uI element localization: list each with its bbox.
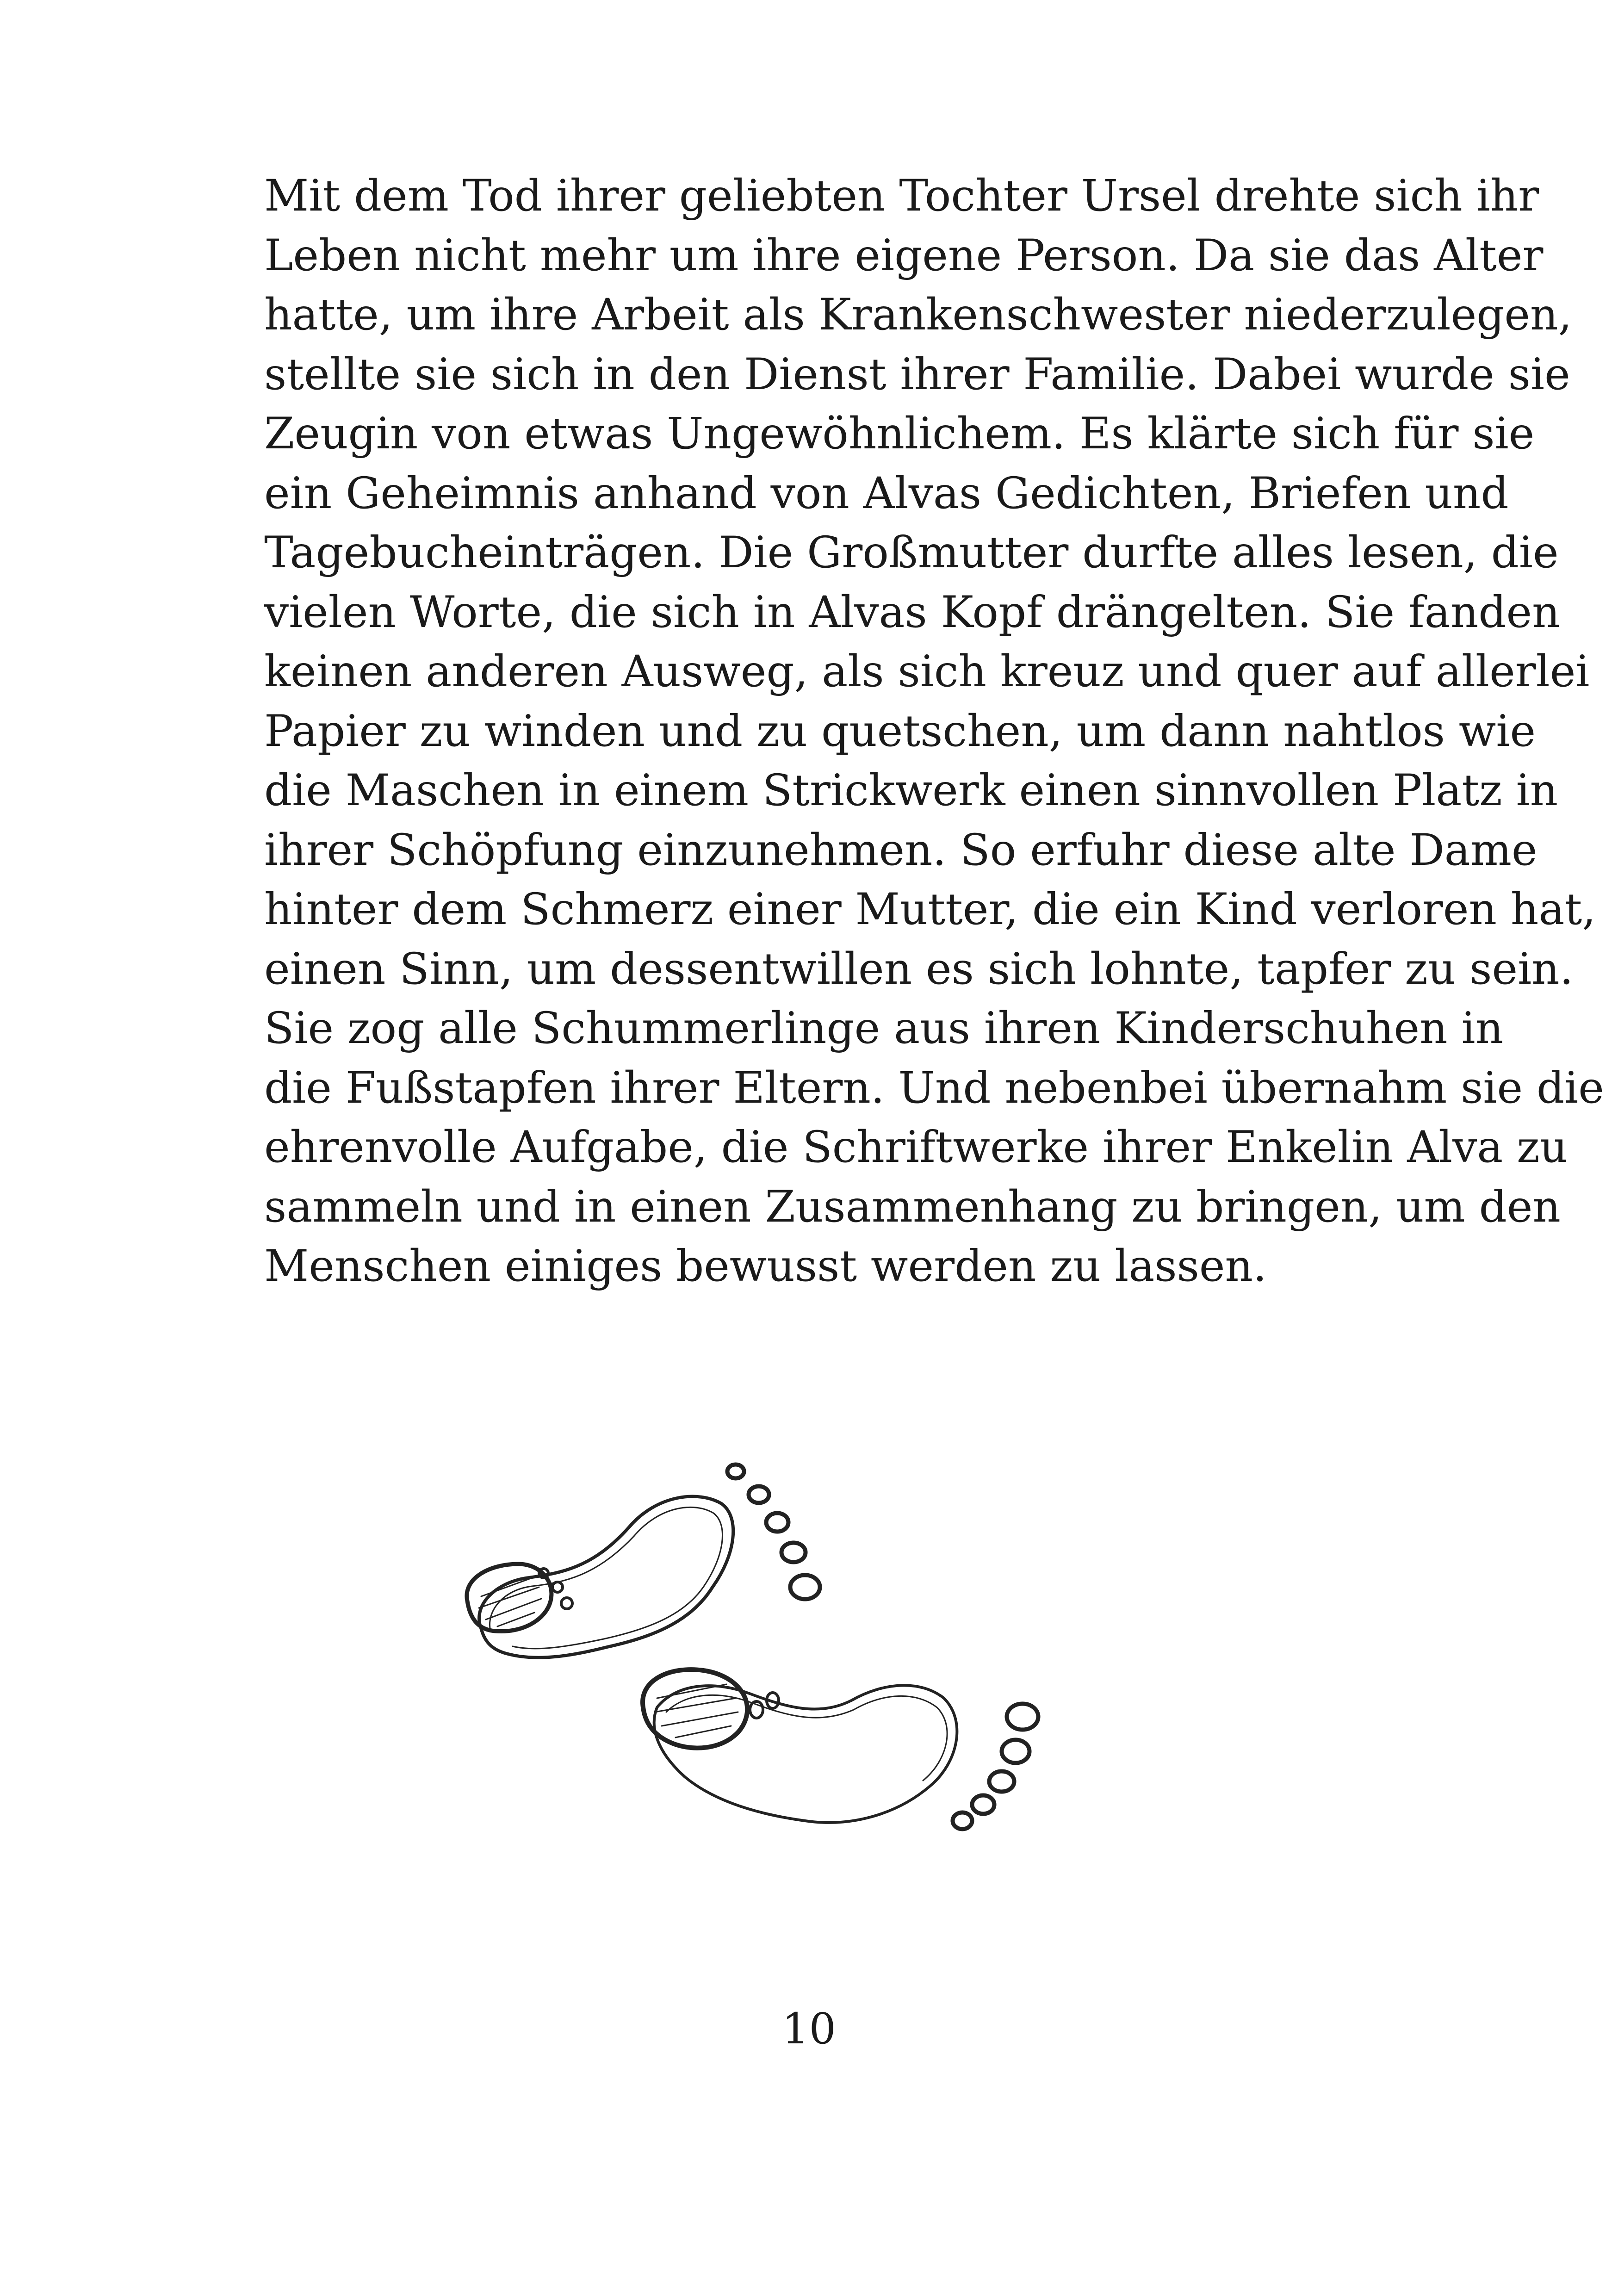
text-line: Papier zu winden und zu quetschen, um dann nahtlos wie: [264, 706, 1536, 757]
paragraph-2: [220, 999, 1604, 1297]
footprints-illustration: [453, 1448, 1092, 1953]
text-line: Tagebucheinträgen. Die Großmutter durfte alles lesen, die: [264, 527, 1559, 578]
text-line: Sie zog alle Schummerlinge aus ihren Kinderschuhen in: [264, 1003, 1504, 1054]
text-line: Zeugin von etwas Ungewöhnlichem. Es klärte sich für sie: [264, 409, 1535, 459]
text-line: einen Sinn, um dessentwillen es sich lohnte, tapfer zu sein.: [264, 943, 1574, 994]
text-line: Menschen einiges bewusst werden zu lassen.: [264, 1241, 1267, 1291]
text-line: hatte, um ihre Arbeit als Krankenschwester niederzulegen,: [264, 290, 1572, 340]
text-line: vielen Worte, die sich in Alvas Kopf drängelten. Sie fanden: [264, 587, 1560, 638]
footprint-lower: [643, 1669, 1038, 1829]
text-line: stellte sie sich in den Dienst ihrer Familie. Dabei wurde sie: [264, 349, 1570, 400]
text-line: keinen anderen Ausweg, als sich kreuz und quer auf allerlei: [264, 646, 1590, 697]
text-line: Leben nicht mehr um ihre eigene Person. Da sie das Alter: [264, 230, 1544, 281]
footprints-icon: [453, 1448, 1092, 1953]
footprint-upper: [467, 1464, 820, 1657]
body-text: [220, 167, 1604, 1297]
text-line: die Maschen in einem Strickwerk einen sinnvollen Platz in: [264, 765, 1558, 816]
page-number: 10: [781, 2004, 837, 2054]
text-line: ehrenvolle Aufgabe, die Schriftwerke ihrer Enkelin Alva zu: [264, 1122, 1568, 1173]
text-line: ihrer Schöpfung einzunehmen. So erfuhr diese alte Dame: [264, 825, 1537, 875]
text-line: die Fußstapfen ihrer Eltern. Und nebenbei übernahm sie die: [264, 1062, 1604, 1113]
text-line: sammeln und in einen Zusammenhang zu bringen, um den: [264, 1181, 1561, 1232]
text-line: Mit dem Tod ihrer geliebten Tochter Ursel drehte sich ihr: [264, 171, 1539, 221]
text-line: ein Geheimnis anhand von Alvas Gedichten, Briefen und: [264, 468, 1509, 519]
text-line: hinter dem Schmerz einer Mutter, die ein Kind verloren hat,: [264, 884, 1596, 935]
paragraph-1: [220, 167, 1596, 999]
